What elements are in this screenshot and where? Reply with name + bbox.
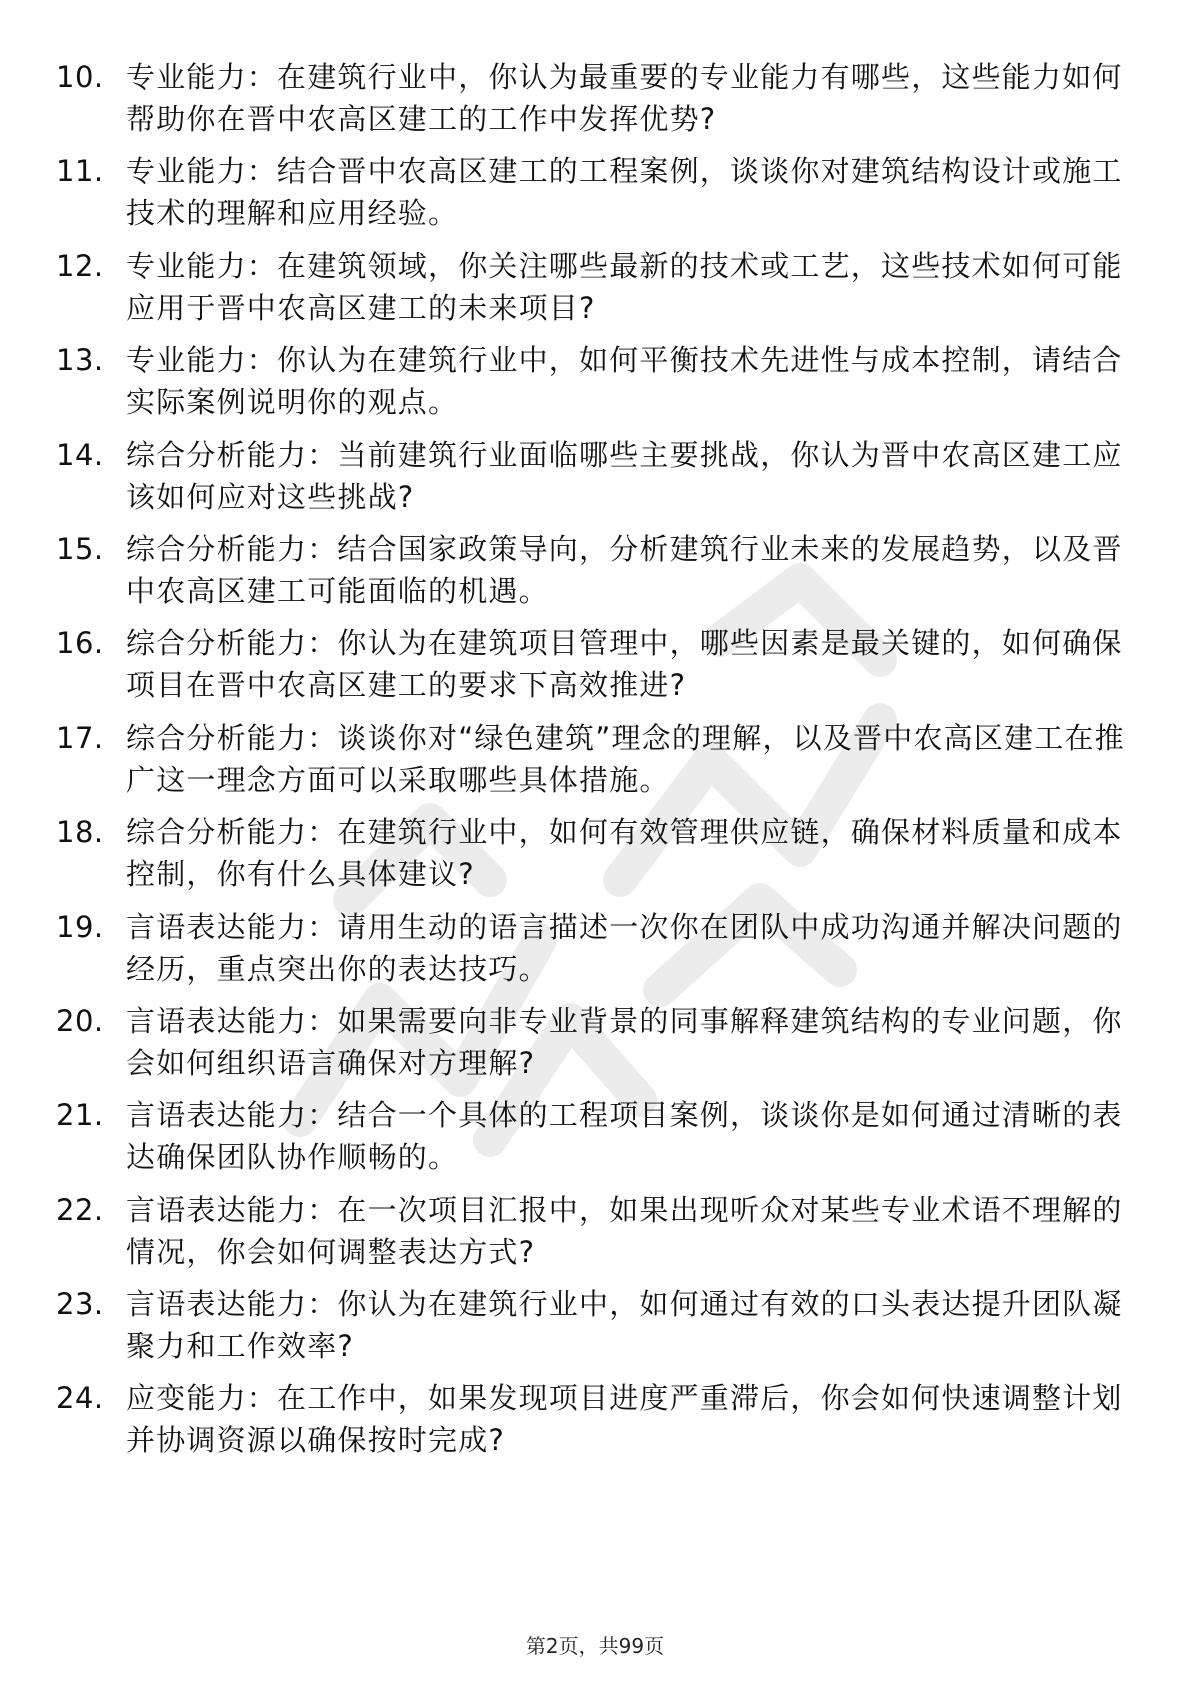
question-number: 14. (56, 437, 104, 472)
question-text: 言语表达能力：你认为在建筑行业中，如何通过有效的口头表达提升团队凝聚力和工作效率? (126, 1287, 1123, 1364)
question-item (0, 1189, 1190, 1283)
question-text: 专业能力：在建筑领域，你关注哪些最新的技术或工艺，这些技术如何可能应用于晋中农高区建工的未来项目? (126, 248, 1123, 325)
question-text: 专业能力：你认为在建筑行业中，如何平衡技术先进性与成本控制，请结合实际案例说明你的观点。 (126, 343, 1123, 420)
question-text: 应变能力：在工作中，如果发现项目进度严重滞后，你会如何快速调整计划并协调资源以确保按时完成? (126, 1381, 1123, 1458)
question-item (0, 528, 1190, 622)
question-item (0, 245, 1190, 339)
question-text: 言语表达能力：请用生动的语言描述一次你在团队中成功沟通并解决问题的经历，重点突出你的表达技巧。 (126, 909, 1123, 986)
question-text: 专业能力：在建筑行业中，你认为最重要的专业能力有哪些，这些能力如何帮助你在晋中农高区建工的工作中发挥优势? (126, 60, 1123, 136)
question-number: 13. (56, 343, 104, 378)
question-number: 20. (56, 1003, 104, 1038)
question-number: 19. (56, 909, 104, 944)
question-number: 10. (56, 60, 104, 94)
question-item (0, 56, 1190, 150)
question-item (0, 339, 1190, 433)
question-item (0, 1377, 1190, 1471)
question-item (0, 434, 1190, 528)
question-number: 15. (56, 531, 104, 566)
question-item (0, 150, 1190, 244)
question-item (0, 717, 1190, 811)
question-item (0, 622, 1190, 716)
question-text: 言语表达能力：结合一个具体的工程项目案例，谈谈你是如何通过清晰的表达确保团队协作顺畅的。 (126, 1098, 1123, 1175)
page-footer: 第2页，共99页 (525, 1634, 665, 1658)
question-text: 综合分析能力：你认为在建筑项目管理中，哪些因素是最关键的，如何确保项目在晋中农高区建工的要求下高效推进? (126, 626, 1123, 703)
question-text: 综合分析能力：在建筑行业中，如何有效管理供应链，确保材料质量和成本控制，你有什么具体建议? (126, 815, 1123, 892)
question-number: 23. (56, 1287, 104, 1322)
question-item (0, 1000, 1190, 1094)
question-list (0, 56, 1190, 1472)
question-number: 17. (56, 720, 104, 755)
question-text: 综合分析能力：当前建筑行业面临哪些主要挑战，你认为晋中农高区建工应该如何应对这些挑战? (126, 437, 1123, 514)
question-item (0, 1094, 1190, 1188)
question-number: 22. (56, 1192, 104, 1227)
question-item (0, 811, 1190, 905)
question-text: 综合分析能力：谈谈你对“绿色建筑”理念的理解，以及晋中农高区建工在推广这一理念方面可以采取哪些具体措施。 (126, 720, 1125, 797)
question-number: 24. (56, 1381, 104, 1416)
question-text: 综合分析能力：结合国家政策导向，分析建筑行业未来的发展趋势，以及晋中农高区建工可能面临的机遇。 (126, 531, 1123, 608)
question-number: 18. (56, 815, 104, 850)
question-item (0, 906, 1190, 1000)
question-number: 11. (56, 154, 104, 189)
question-number: 21. (56, 1098, 104, 1133)
question-text: 专业能力：结合晋中农高区建工的工程案例，谈谈你对建筑结构设计或施工技术的理解和应用经验。 (126, 154, 1123, 231)
question-item (0, 1283, 1190, 1377)
question-number: 16. (56, 626, 104, 661)
question-number: 12. (56, 248, 104, 283)
question-text: 言语表达能力：如果需要向非专业背景的同事解释建筑结构的专业问题，你会如何组织语言确保对方理解? (126, 1003, 1123, 1080)
question-text: 言语表达能力：在一次项目汇报中，如果出现听众对某些专业术语不理解的情况，你会如何调整表达方式? (126, 1192, 1123, 1269)
